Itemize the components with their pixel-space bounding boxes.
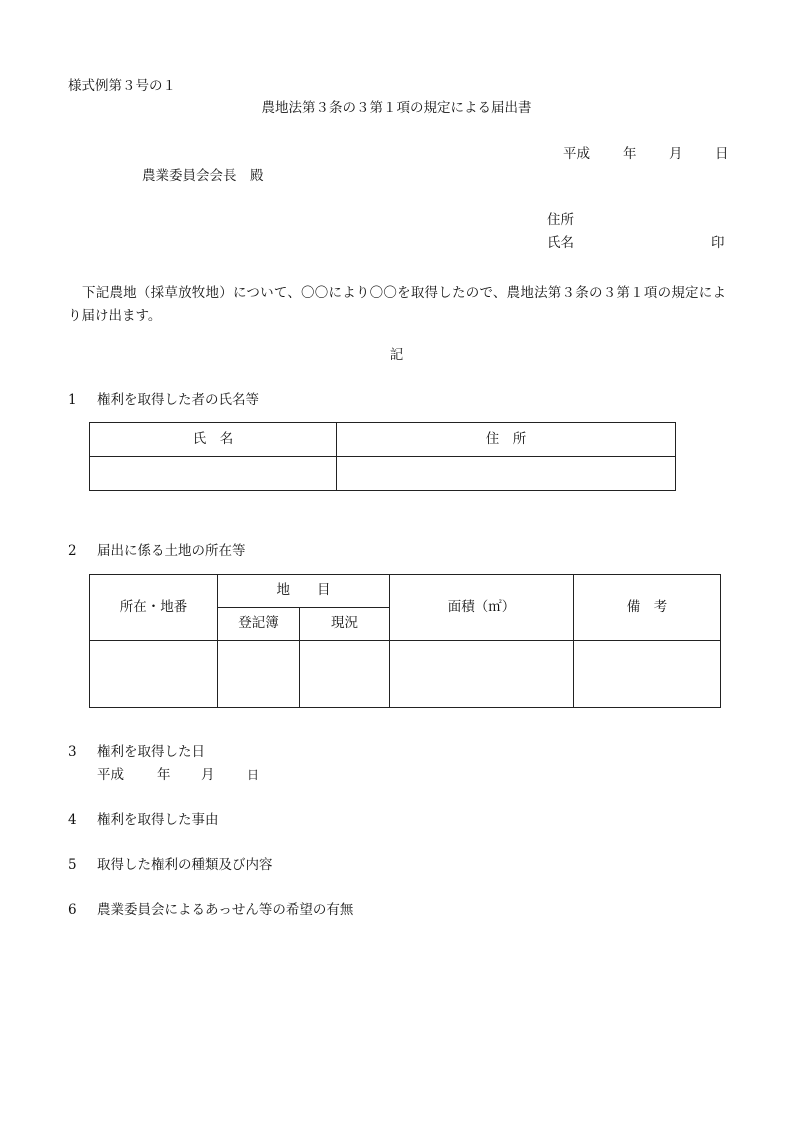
address-cell[interactable] [337,457,676,491]
section-2 [68,545,246,559]
date-month: 月 [669,146,683,162]
section-label: 届出に係る土地の所在等 [97,543,246,559]
registry-header: 登記簿 [218,608,300,641]
section-number: 1 [68,392,77,408]
registry-cell[interactable] [218,641,300,708]
section-5 [68,859,273,873]
name-cell[interactable] [90,457,337,491]
section-number: 4 [68,812,77,828]
acquirer-table [89,422,676,491]
section-1 [68,394,259,408]
section-label: 取得した権利の種類及び内容 [97,857,273,873]
document-title: 農地法第３条の３第１項の規定による届出書 [261,100,532,116]
current-header: 現況 [300,608,390,641]
date-day: 日 [715,146,729,162]
date-day: 日 [247,768,260,782]
seal-mark: 印 [711,235,725,251]
address-label: 住所 [547,212,574,228]
chimoku-header: 地 目 [218,575,390,608]
section-label: 権利を取得した事由 [97,812,219,828]
date-year: 年 [623,146,637,162]
section-label: 農業委員会によるあっせん等の希望の有無 [97,902,354,918]
section-number: 6 [68,902,77,918]
notes-header: 備 考 [574,575,721,641]
addressee: 農業委員会会長 殿 [142,168,264,184]
section-number: 5 [68,857,77,873]
section-4 [68,814,219,828]
ki-heading: 記 [389,347,404,363]
land-table [89,574,721,708]
section-number: 3 [68,744,77,760]
area-cell[interactable] [390,641,574,708]
section-label: 権利を取得した日 [97,744,205,760]
section-6 [68,904,353,918]
body-text: 下記農地（採草放牧地）について、〇〇により〇〇を取得したので、農地法第３条の３第１項の規定により届け出ます。 [68,285,726,324]
submission-date [563,148,729,162]
acquisition-date [97,769,259,783]
section-label: 権利を取得した者の氏名等 [97,392,259,408]
name-header: 氏 名 [90,423,337,457]
location-header: 所在・地番 [90,575,218,641]
date-year: 年 [157,767,171,783]
current-cell[interactable] [300,641,390,708]
form-number: 様式例第３号の１ [68,78,176,94]
date-era: 平成 [97,767,124,783]
address-header: 住 所 [337,423,676,457]
section-number: 2 [68,543,77,559]
section-3 [68,746,205,760]
name-label: 氏名 [547,235,574,251]
date-era: 平成 [563,146,590,162]
date-month: 月 [201,767,215,783]
area-header: 面積（㎡） [390,575,574,641]
location-cell[interactable] [90,641,218,708]
notes-cell[interactable] [574,641,721,708]
